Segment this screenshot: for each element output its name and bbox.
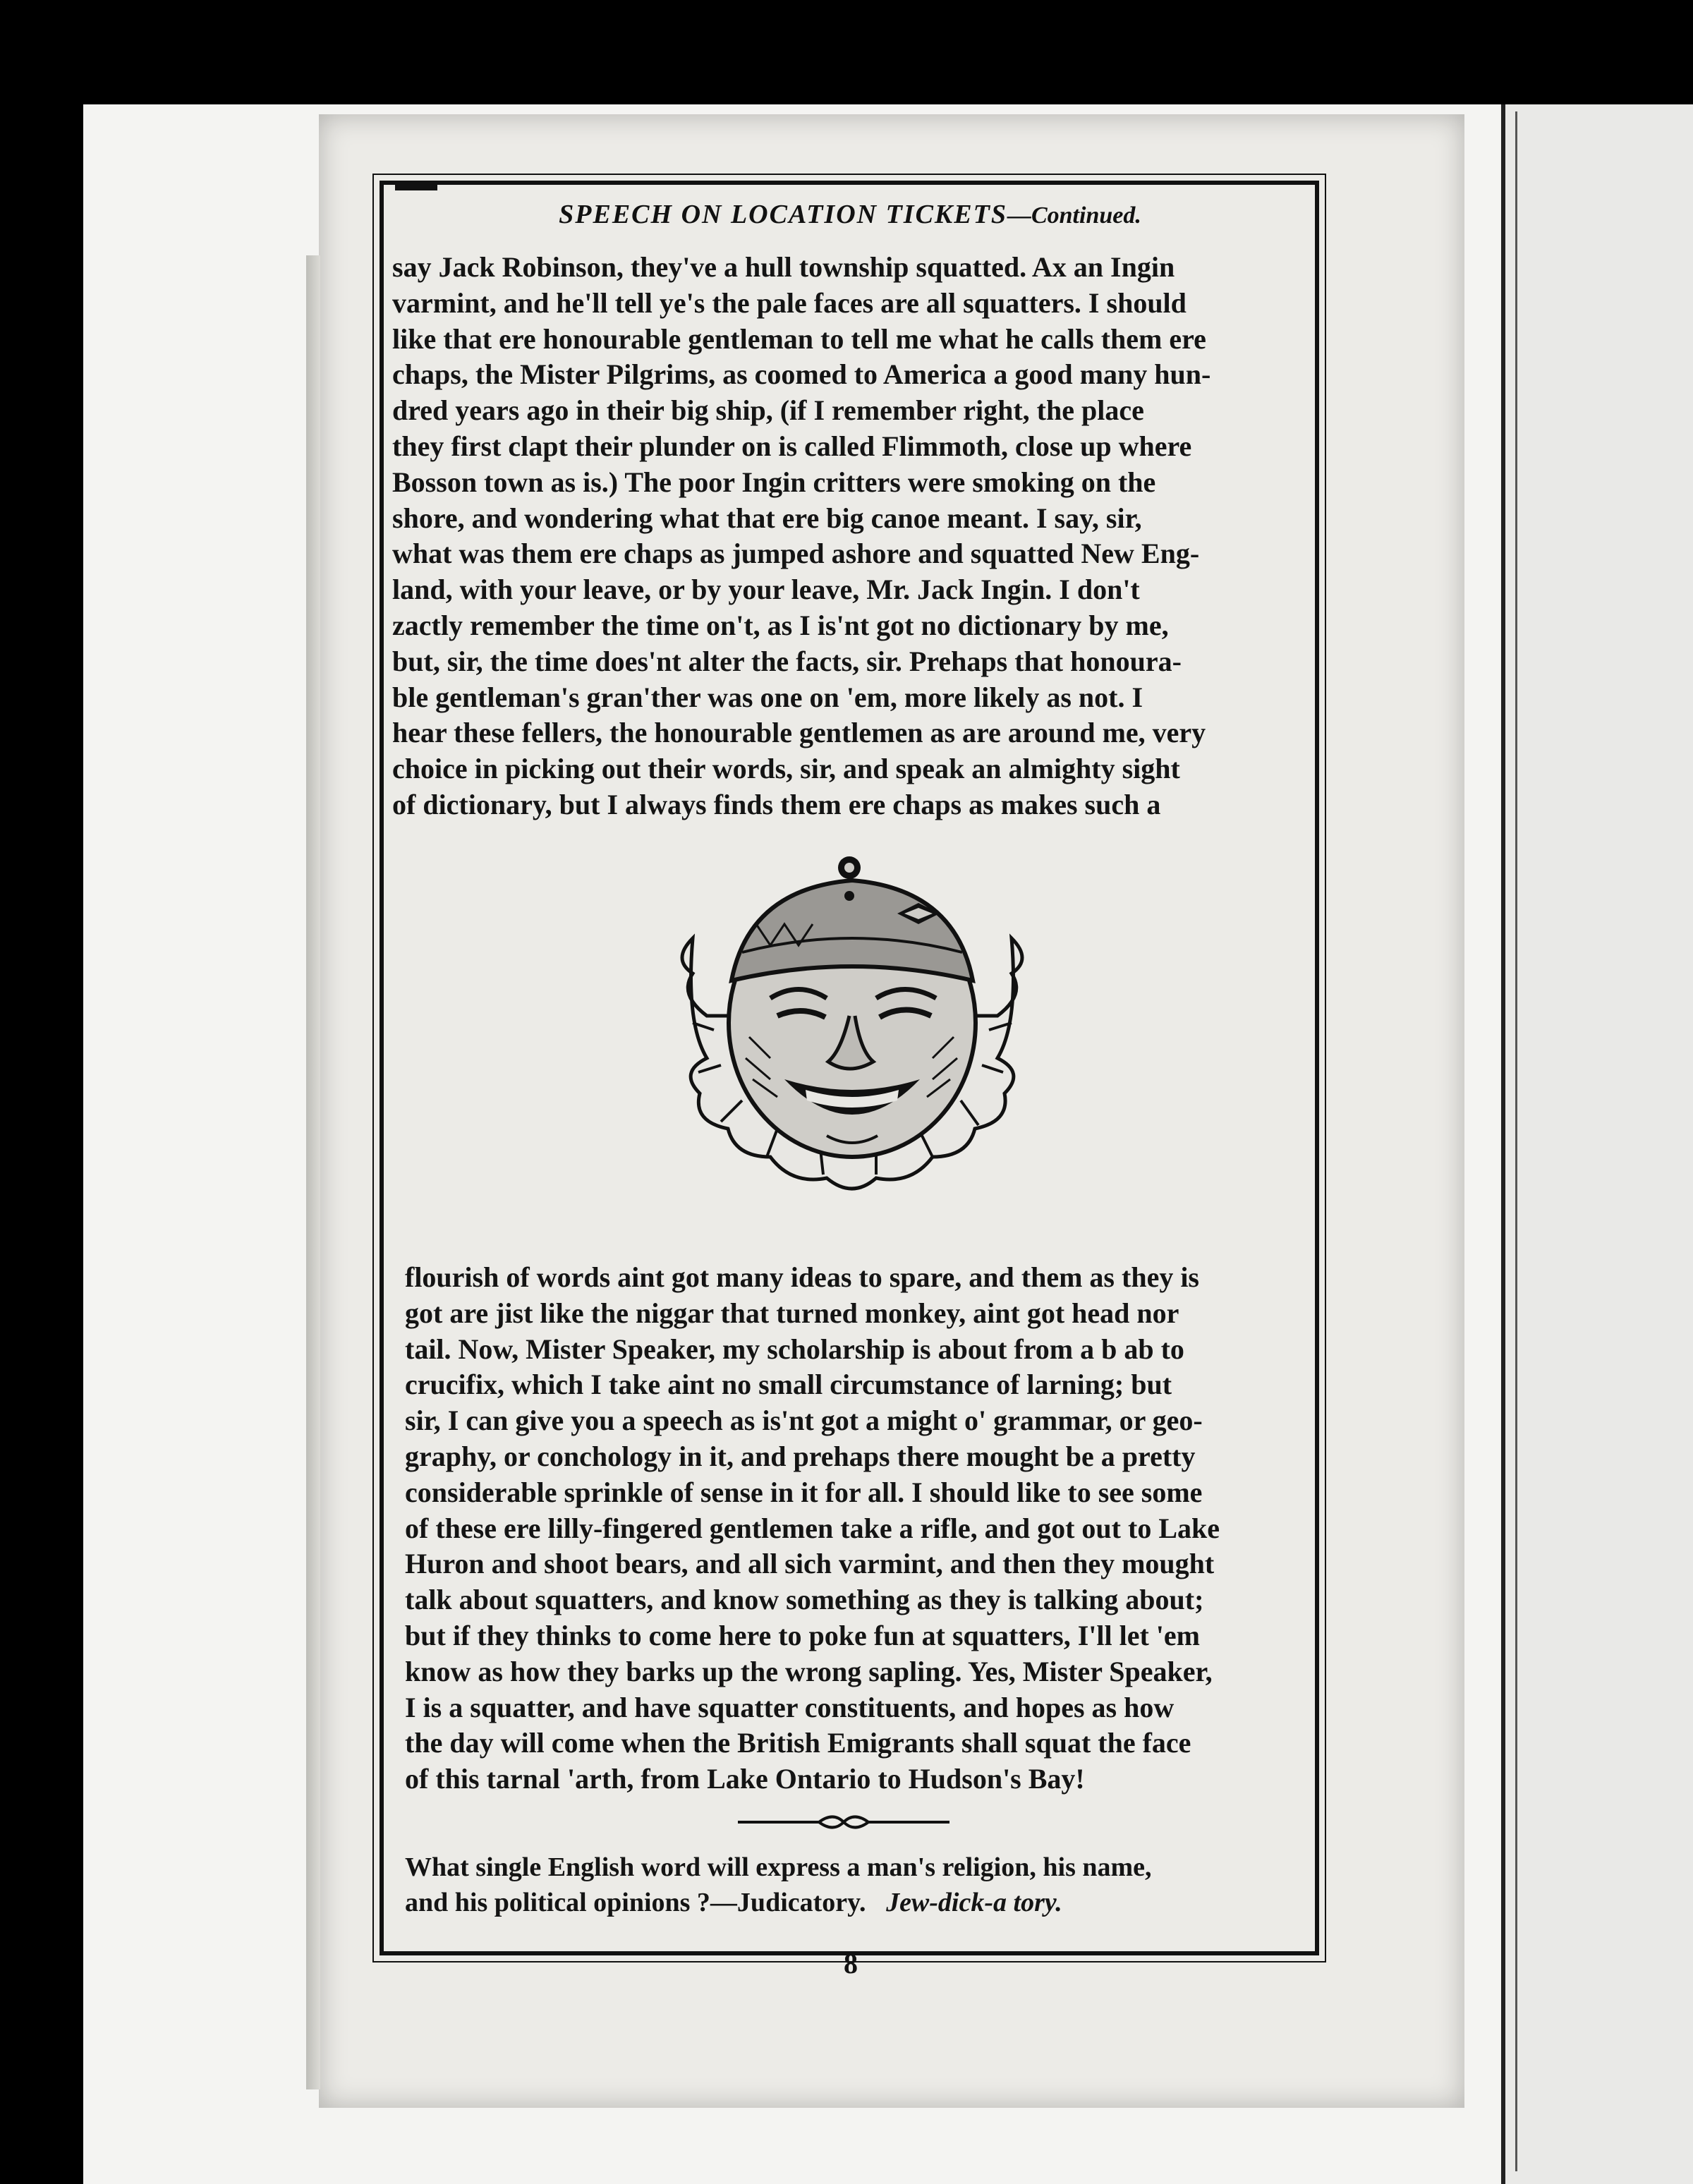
text-line: like that ere honourable gentleman to tell me what he calls them ere bbox=[392, 322, 1206, 355]
text-line: I is a squatter, and have squatter constituents, and hopes as how bbox=[405, 1691, 1175, 1723]
text-line: the day will come when the British Emigrants shall squat the face bbox=[405, 1727, 1191, 1759]
text-line: chaps, the Mister Pilgrims, as coomed to America a good many hun- bbox=[392, 358, 1211, 391]
text-line: crucifix, which I take aint no small circumstance of larning; but bbox=[405, 1369, 1172, 1401]
text-line: sir, I can give you a speech as is'nt got a might o' grammar, or geo- bbox=[405, 1405, 1203, 1437]
text-line: land, with your leave, or by your leave, Mr. Jack Ingin. I don't bbox=[392, 574, 1140, 606]
text-line: of these ere lilly-fingered gentlemen take a rifle, and got out to Lake bbox=[405, 1512, 1220, 1544]
riddle-question: What single English word will express a man's religion, his name, bbox=[405, 1852, 1152, 1882]
text-line: tail. Now, Mister Speaker, my scholarship is about from a b ab to bbox=[405, 1333, 1184, 1365]
text-line: but if they thinks to come here to poke fun at squatters, I'll let 'em bbox=[405, 1619, 1200, 1651]
text-line: graphy, or conchology in it, and prehaps there mought be a pretty bbox=[405, 1440, 1196, 1472]
corner-rule bbox=[395, 185, 437, 190]
text-line: got are jist like the niggar that turned monkey, aint got head nor bbox=[405, 1297, 1179, 1329]
adjacent-page-binding bbox=[1515, 111, 1517, 2171]
text-line: of this tarnal 'arth, from Lake Ontario to Hudson's Bay! bbox=[405, 1763, 1085, 1795]
text-line: varmint, and he'll tell ye's the pale faces are all squatters. I should bbox=[392, 286, 1187, 319]
text-line: of dictionary, but I always finds them ere chaps as makes such a bbox=[392, 788, 1161, 820]
header-continued: —Continued. bbox=[1007, 202, 1141, 229]
text-line: talk about squatters, and know something as they is talking about; bbox=[405, 1584, 1204, 1616]
text-line: Huron and shoot bears, and all sich varmint, and then they mought bbox=[405, 1548, 1215, 1580]
text-line: but, sir, the time does'nt alter the facts, sir. Prehaps that honoura- bbox=[392, 645, 1182, 677]
speech-text-upper bbox=[392, 250, 1299, 823]
riddle-answer-prefix: and his political opinions ?—Judicatory. bbox=[405, 1888, 866, 1917]
text-line: hear these fellers, the honourable gentlemen as are around me, very bbox=[392, 717, 1206, 749]
text-line: what was them ere chaps as jumped ashore and squatted New Eng- bbox=[392, 538, 1200, 570]
text-line: ble gentleman's gran'ther was one on 'em, more likely as not. I bbox=[392, 681, 1143, 713]
clown-mask-icon bbox=[665, 847, 1040, 1202]
adjacent-page-edge bbox=[1501, 104, 1693, 2184]
riddle-answer-line bbox=[405, 1885, 1308, 1920]
page-torn-edge bbox=[306, 255, 320, 2089]
header-title: SPEECH ON LOCATION TICKETS bbox=[559, 200, 1007, 229]
page-header bbox=[395, 199, 1305, 230]
text-line: flourish of words aint got many ideas to spare, and them as they is bbox=[405, 1261, 1199, 1293]
text-line: say Jack Robinson, they've a hull township squatted. Ax an Ingin bbox=[392, 251, 1175, 283]
text-line: shore, and wondering what that ere big canoe meant. I say, sir, bbox=[392, 502, 1142, 534]
text-line: they first clapt their plunder on is called Flimmoth, close up where bbox=[392, 430, 1192, 462]
speech-text-lower bbox=[405, 1260, 1301, 1797]
text-line: choice in picking out their words, sir, and speak an almighty sight bbox=[392, 753, 1180, 785]
text-line: dred years ago in their big ship, (if I remember right, the place bbox=[392, 394, 1144, 427]
text-line: know as how they barks up the wrong sapling. Yes, Mister Speaker, bbox=[405, 1655, 1213, 1687]
page-number: 8 bbox=[844, 1948, 858, 1979]
text-line: zactly remember the time on't, as I is'nt got no dictionary by me, bbox=[392, 609, 1169, 641]
text-line: considerable sprinkle of sense in it for all. I should like to see some bbox=[405, 1476, 1203, 1508]
ornamental-divider-icon bbox=[738, 1812, 949, 1833]
riddle-answer: Jew-dick-a tory. bbox=[886, 1888, 1062, 1917]
text-line: Bosson town as is.) The poor Ingin critters were smoking on the bbox=[392, 466, 1156, 498]
riddle-block bbox=[405, 1850, 1308, 1920]
